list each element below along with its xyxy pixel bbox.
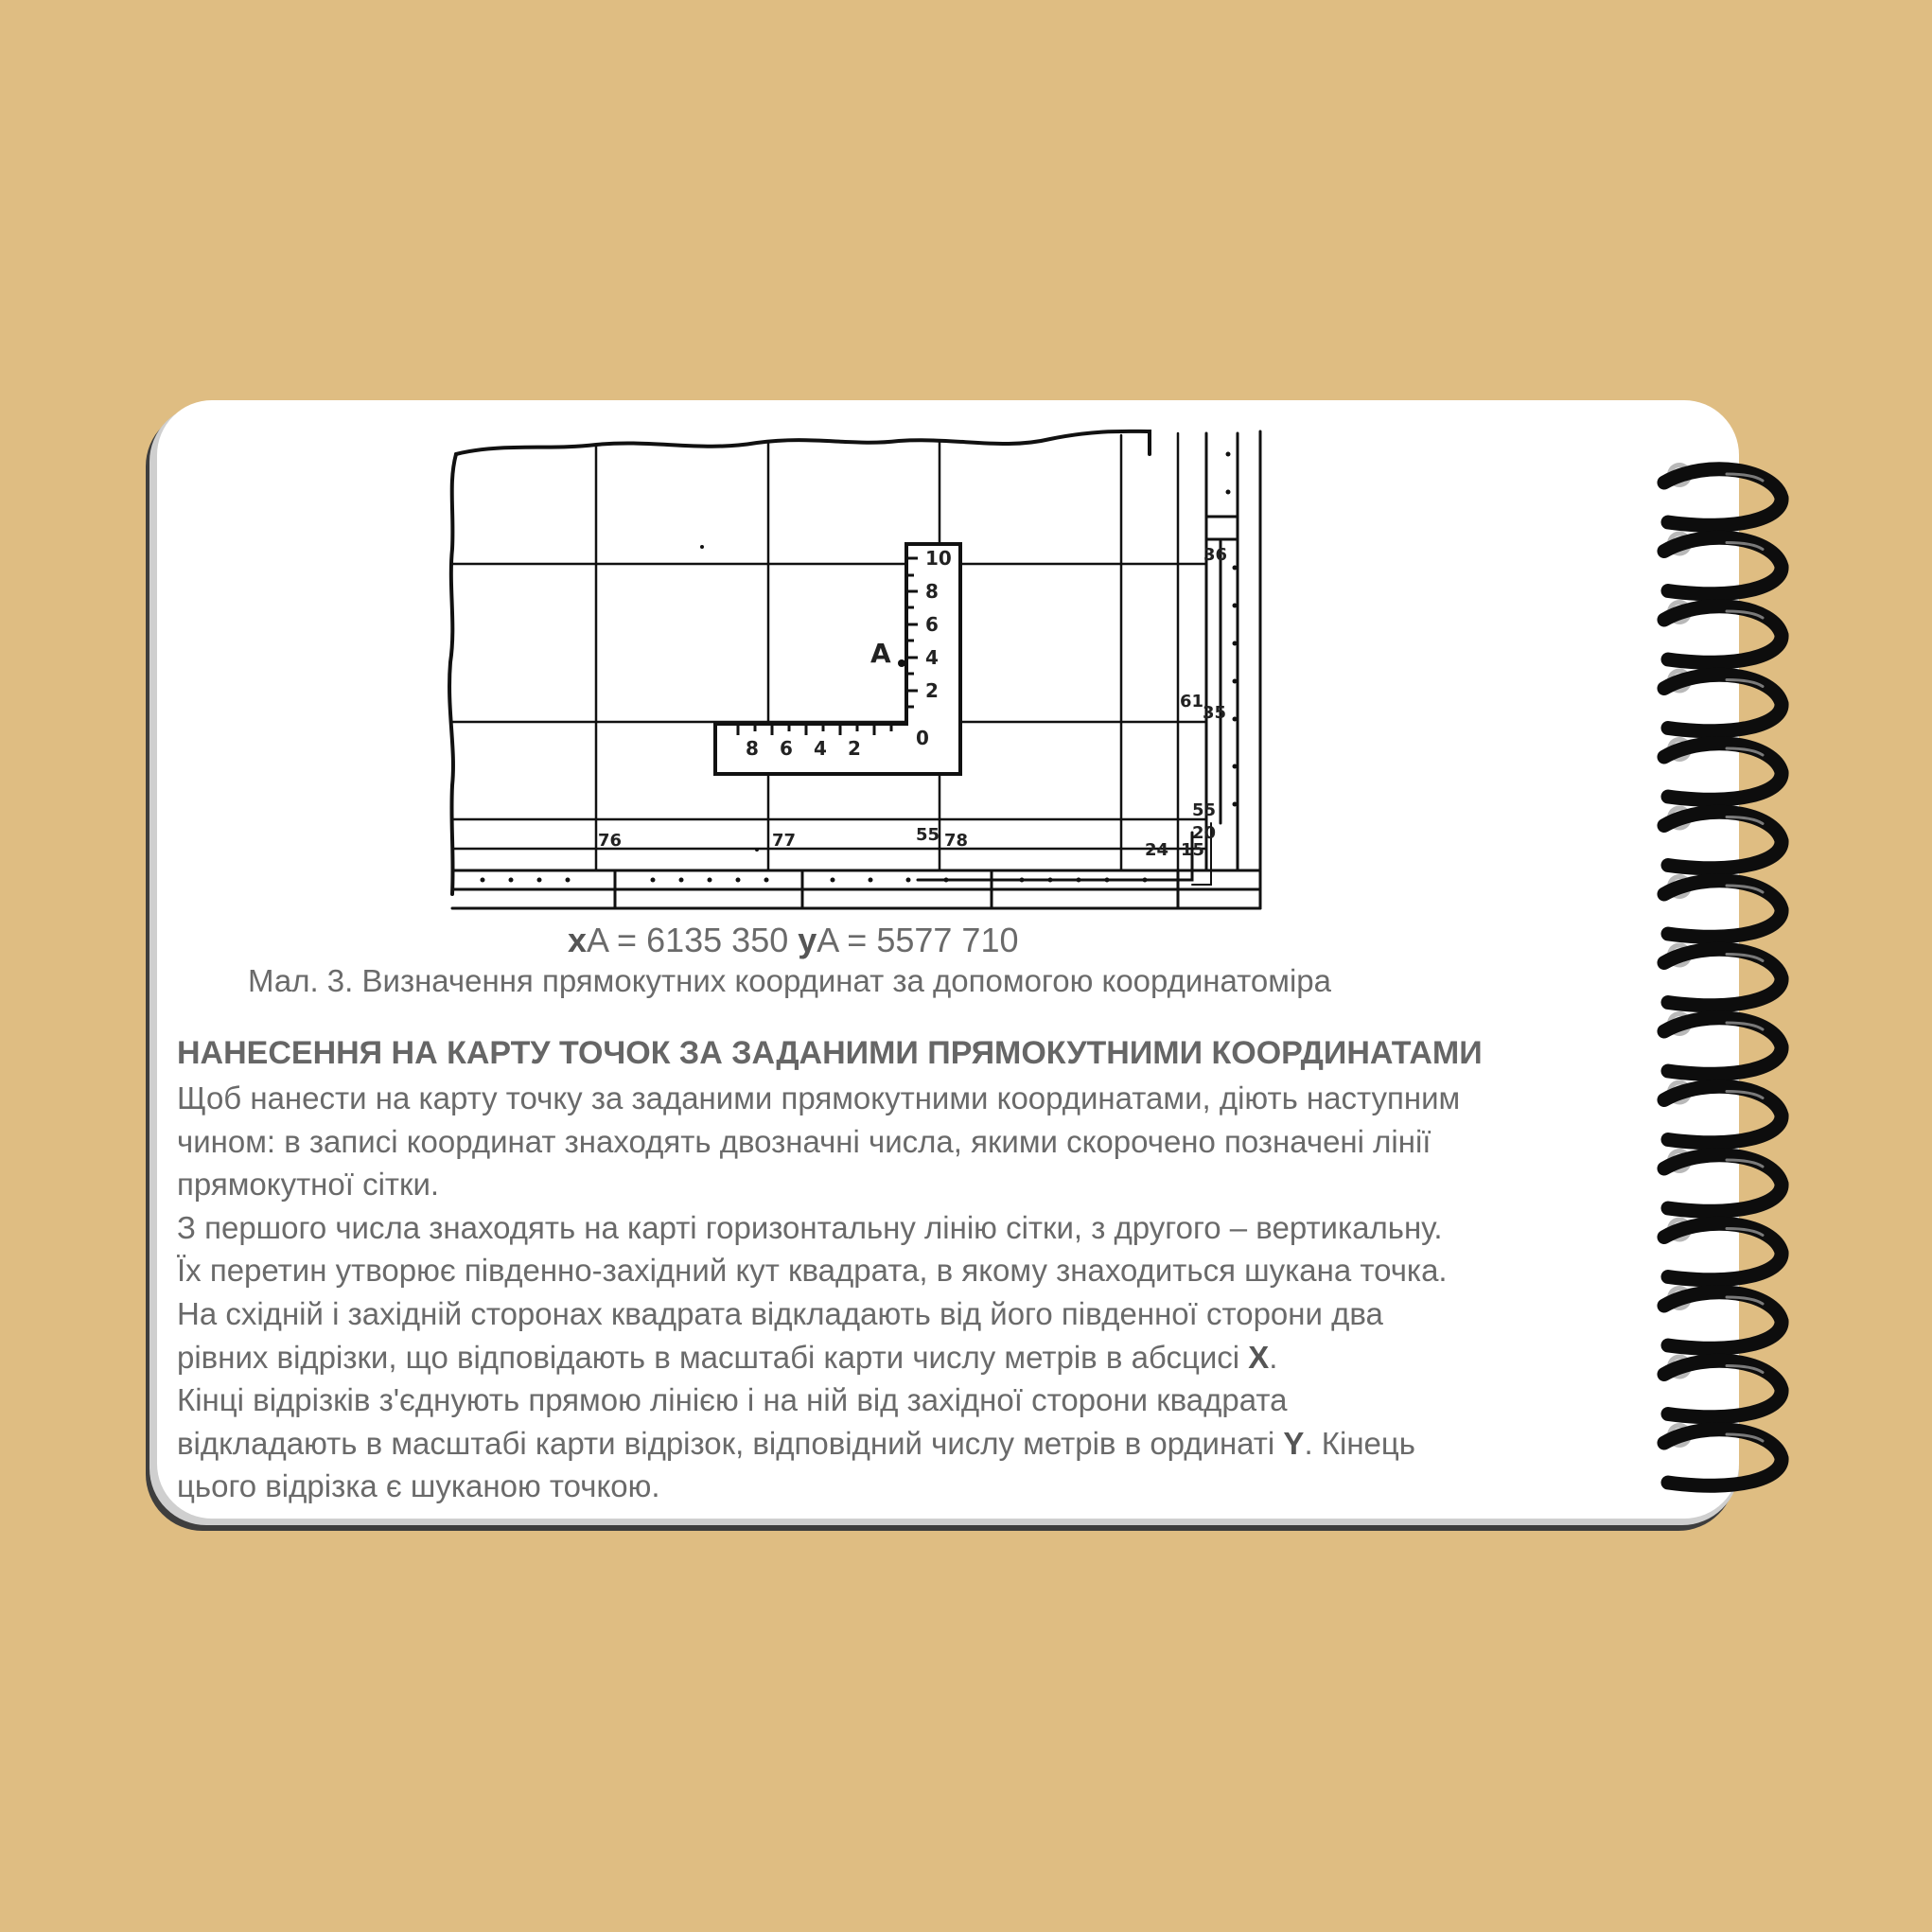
binding-ring <box>1664 606 1782 663</box>
binding-ring <box>1664 812 1782 869</box>
body-line: прямокутної сітки. <box>177 1167 440 1203</box>
y-letter: y <box>798 921 817 959</box>
grid-label: 77 <box>772 831 797 851</box>
binding-ring <box>1664 675 1782 731</box>
x-letter: x <box>568 921 588 959</box>
grid-label: 78 <box>944 831 969 851</box>
grid-label: 15 <box>1181 840 1205 860</box>
binding-ring <box>1664 1223 1782 1280</box>
grid-label: 55 <box>916 825 940 845</box>
coordinate-figure <box>445 426 1296 918</box>
abscissa-symbol: X <box>1248 1339 1270 1375</box>
point-a-label: A <box>870 638 891 669</box>
spiral-binding <box>1651 454 1802 1514</box>
binding-ring <box>1664 744 1782 800</box>
body-line: З першого числа знаходять на карті горизонтальну лінію сітки, з другого – вертикальну. <box>177 1209 1443 1245</box>
grid-label: 24 <box>1145 840 1169 860</box>
body-line: Щоб нанести на карту точку за заданими прямокутними координатами, діють наступним <box>177 1080 1461 1115</box>
ruler-tick-label: 4 <box>925 646 939 669</box>
ruler-tick-label: 4 <box>814 737 827 760</box>
y-value: A = 5577 710 <box>817 921 1019 959</box>
binding-ring <box>1664 1292 1782 1349</box>
coordinates-formula <box>568 921 1060 960</box>
binding-ring <box>1664 1155 1782 1212</box>
body-line: Кінці відрізків з'єднують прямою лінією і на ній від західної сторони квадрата <box>177 1382 1288 1418</box>
body-line: чином: в записі координат знаходять двозначні числа, якими скорочено позначені лінії <box>177 1123 1431 1159</box>
map-bottom-frame <box>452 870 1260 908</box>
grid-label: 76 <box>598 831 623 851</box>
grid-label: 36 <box>1203 545 1228 565</box>
binding-ring <box>1664 1086 1782 1143</box>
grid-label: 35 <box>1203 703 1227 723</box>
ruler-tick-label: 10 <box>925 547 952 570</box>
ruler-tick-label: 6 <box>925 613 939 636</box>
binding-ring <box>1664 537 1782 594</box>
body-line: цього відрізка є шуканою точкою. <box>177 1468 660 1504</box>
binding-ring <box>1664 469 1782 526</box>
ruler-tick-label: 2 <box>925 679 939 702</box>
section-heading: НАНЕСЕННЯ НА КАРТУ ТОЧОК ЗА ЗАДАНИМИ ПРЯМОКУТНИМИ КООРДИНАТАМИ <box>177 1035 1483 1071</box>
grid-label: 20 <box>1192 823 1217 843</box>
point-a-marker <box>898 659 905 667</box>
figure-caption: Мал. 3. Визначення прямокутних координат за допомогою координатоміра <box>248 963 1331 998</box>
x-value: A = 6135 350 <box>587 921 799 959</box>
binding-ring <box>1664 1430 1782 1486</box>
grid-label: 61 <box>1180 692 1204 711</box>
body-text <box>177 1077 1662 1508</box>
binding-ring <box>1664 881 1782 938</box>
binding-ring <box>1664 1018 1782 1075</box>
grid-label: 55 <box>1192 800 1217 820</box>
body-line: рівних відрізки, що відповідають в масштабі карти числу метрів в абсцисі X. <box>177 1339 1278 1375</box>
ordinate-symbol: Y <box>1283 1425 1305 1461</box>
ruler-tick-label: 6 <box>780 737 793 760</box>
binding-ring <box>1664 1361 1782 1417</box>
body-line: На східній і західній сторонах квадрата відкладають від його південної сторони два <box>177 1295 1383 1331</box>
ruler-tick-label: 8 <box>746 737 759 760</box>
grid-horizontal-lines <box>452 564 1206 849</box>
frame-dots <box>481 452 1238 883</box>
binding-ring <box>1664 949 1782 1006</box>
ruler-tick-label: 8 <box>925 580 939 603</box>
body-line: відкладають в масштабі карти відрізок, відповідний числу метрів в ординаті Y. Кінець <box>177 1425 1415 1461</box>
map-left-edge <box>449 454 456 894</box>
body-line: Їх перетин утворює південно-західний кут квадрата, в якому знаходиться шукана точка. <box>177 1253 1448 1289</box>
ruler-tick-label: 0 <box>916 727 929 749</box>
ruler-tick-label: 2 <box>848 737 861 760</box>
map-torn-edge <box>456 431 1150 454</box>
